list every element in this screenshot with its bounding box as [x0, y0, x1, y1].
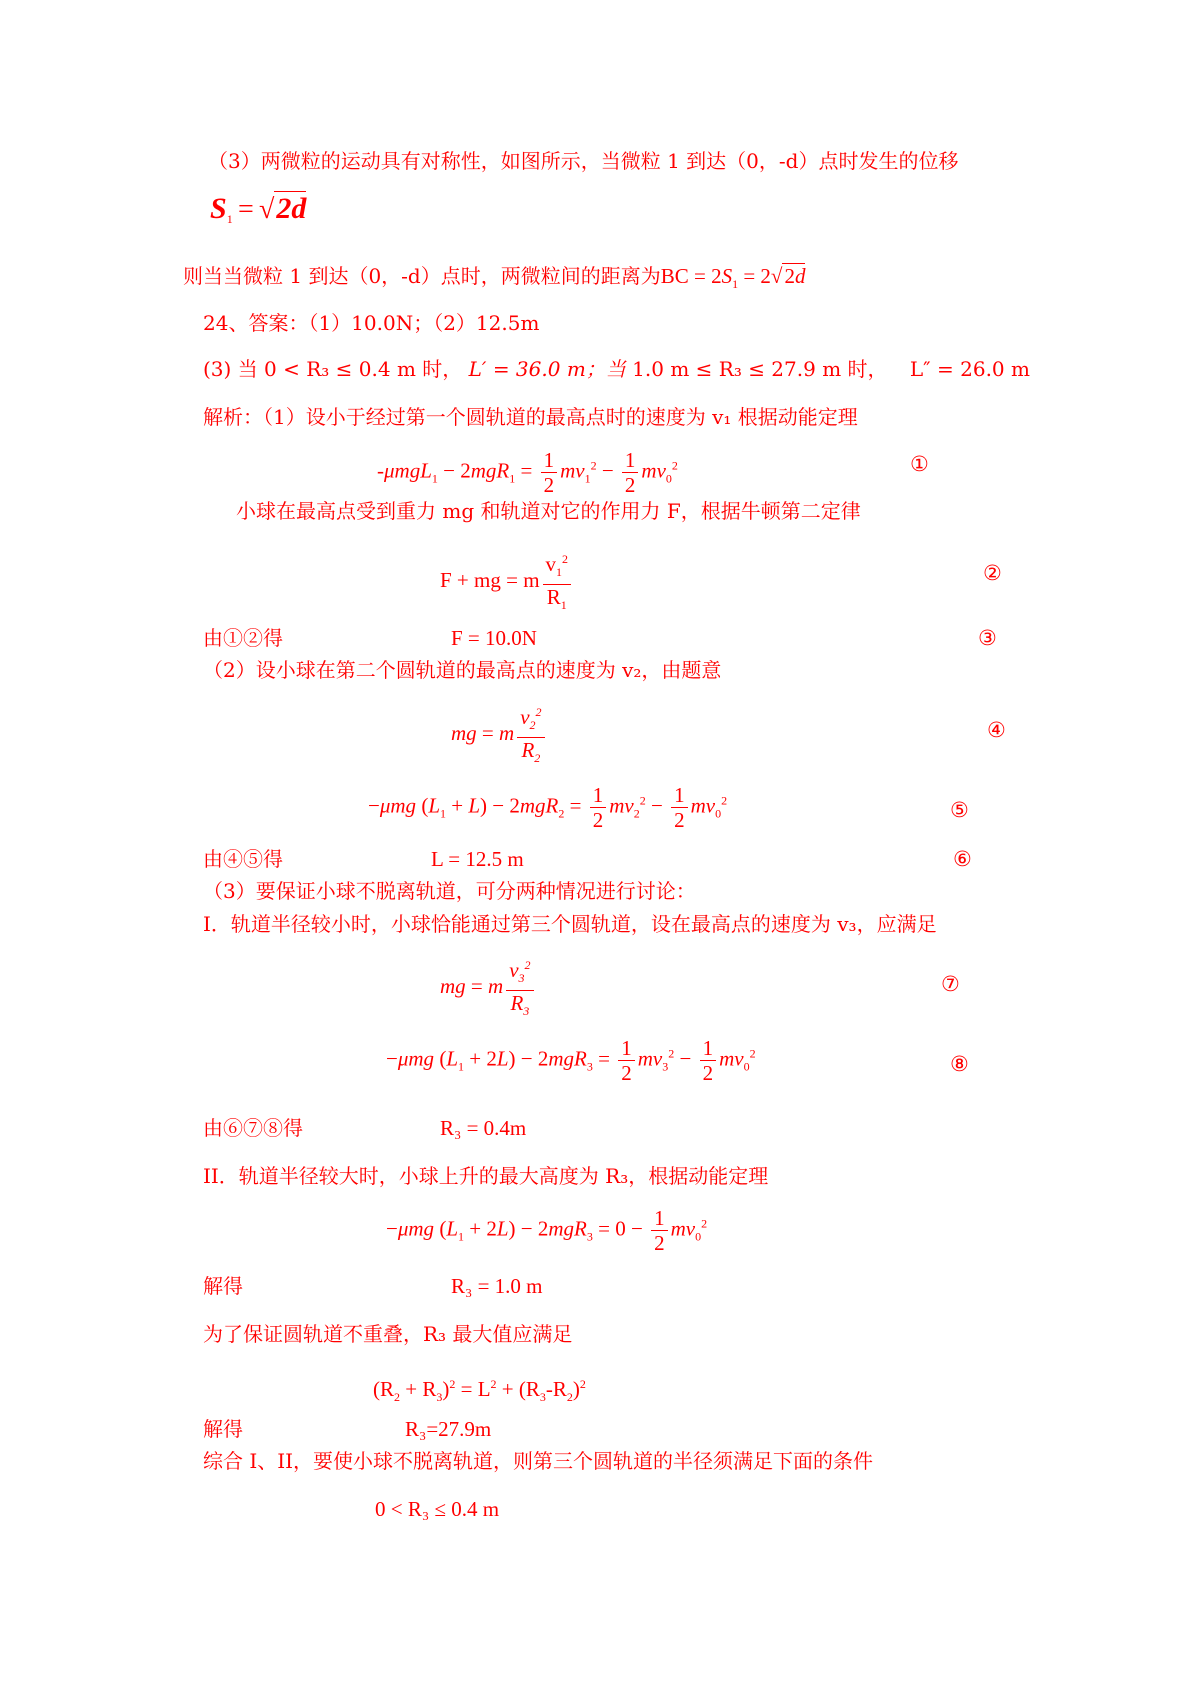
- from-1-2: 由①②得: [203, 626, 283, 650]
- eq-number-7: ⑦: [941, 972, 960, 996]
- equation-no-overlap: $(R_2 + R_3)^2 = L^2 + (R_3-R_2)^2$: [373, 1377, 586, 1405]
- conclusion: 综合 I、II，要使小球不脱离轨道，则第三个圆轨道的半径须满足下面的条件: [203, 1449, 874, 1473]
- part3-L1: L′ = 36.0 m；当: [468, 357, 626, 381]
- eq-number-3: ③: [978, 626, 997, 650]
- part3-intro: （3）要保证小球不脱离轨道，可分两种情况进行讨论：: [203, 879, 696, 903]
- equation-2: F + mg = m $\frac{v_1^2}{R_1}$: [440, 547, 574, 617]
- paragraph-3-distance: 则当当微粒 1 到达（0，-d）点时，两微粒间的距离为BC = $2S_1 = 2√2d$: [183, 264, 806, 292]
- paragraph-3-intro: （3）两微粒的运动具有对称性，如图所示，当微粒 1 到达（0，-d）点时发生的位移: [208, 149, 959, 173]
- equation-max-height: −μmg $(L_1 + 2L) - 2mgR_3 = 0$ − $\frac{1}{2}$ $mv_0^2$: [386, 1206, 708, 1255]
- eq-number-2: ②: [983, 561, 1002, 585]
- eq-number-8: ⑧: [950, 1052, 969, 1076]
- L-result: L = 12.5 m: [431, 847, 524, 871]
- eq-number-6: ⑥: [953, 847, 972, 871]
- q24-answer: 24、答案：（1）10.0N；（2）12.5m: [203, 311, 540, 335]
- case-1: I．轨道半径较小时，小球恰能通过第三个圆轨道，设在最高点的速度为 v₃，应满足: [203, 912, 937, 936]
- no-overlap: 为了保证圆轨道不重叠，R₃ 最大值应满足: [203, 1322, 573, 1346]
- solve-2: 解得: [203, 1417, 243, 1441]
- R3-result-3: R₃=27.9m: [405, 1417, 492, 1441]
- R3-result-2: R₃ = 1.0 m: [451, 1274, 543, 1298]
- eq-number-5: ⑤: [950, 798, 969, 822]
- displacement-equation: $S_1 = √2d$: [210, 192, 307, 227]
- part3-L2: L″ = 26.0 m: [909, 357, 1030, 381]
- equation-4: mg = m $\frac{v_2^2}{R_2}$: [451, 700, 548, 770]
- part3-cond1: 0 < R₃ ≤ 0.4 m 时，: [264, 357, 463, 381]
- part3-cond2: 1.0 m ≤ R₃ ≤ 27.9 m 时，: [632, 357, 888, 381]
- part2-intro: （2）设小球在第二个圆轨道的最高点的速度为 v₂，由题意: [203, 658, 722, 682]
- eq-number-1: ①: [910, 452, 929, 476]
- equation-1: -μmgL$_1$ − 2mgR$_1$ = $\frac{1}{2}$ $mv_1^2$ − $\frac{1}{2}$ $mv_0^2$: [377, 448, 678, 497]
- final-condition: 0 < R₃ ≤ 0.4 m: [375, 1497, 500, 1521]
- q24-part3-answer: [203, 355, 1030, 383]
- equation-7: mg = m $\frac{v_3^2}{R_3}$: [440, 953, 537, 1023]
- F-result: F = 10.0N: [451, 626, 537, 650]
- part3-prefix: (3) 当: [203, 357, 258, 381]
- case-2: II．轨道半径较大时，小球上升的最大高度为 R₃，根据动能定理: [203, 1164, 769, 1188]
- equation-8: −μmg $(L_1 + 2L) - 2mgR_3$ = $\frac{1}{2}$ $mv_3^2$ − $\frac{1}{2}$ $mv_0^2$: [386, 1036, 756, 1085]
- force-intro: 小球在最高点受到重力 mg 和轨道对它的作用力 F，根据牛顿第二定律: [236, 499, 861, 523]
- equation-5: −μmg $(L_1 + L) - 2mgR_2$ = $\frac{1}{2}$ $mv_2^2$ − $\frac{1}{2}$ $mv_0^2$: [368, 783, 728, 832]
- from-4-5: 由④⑤得: [203, 847, 283, 871]
- eq-number-4: ④: [987, 718, 1006, 742]
- analysis-intro: 解析：（1）设小于经过第一个圆轨道的最高点时的速度为 v₁ 根据动能定理: [203, 405, 858, 429]
- R3-result-1: R₃ = 0.4m: [440, 1116, 527, 1140]
- from-6-7-8: 由⑥⑦⑧得: [203, 1116, 303, 1140]
- solve-1: 解得: [203, 1274, 243, 1298]
- distance-text: 则当当微粒 1 到达（0，-d）点时，两微粒间的距离为: [183, 264, 661, 288]
